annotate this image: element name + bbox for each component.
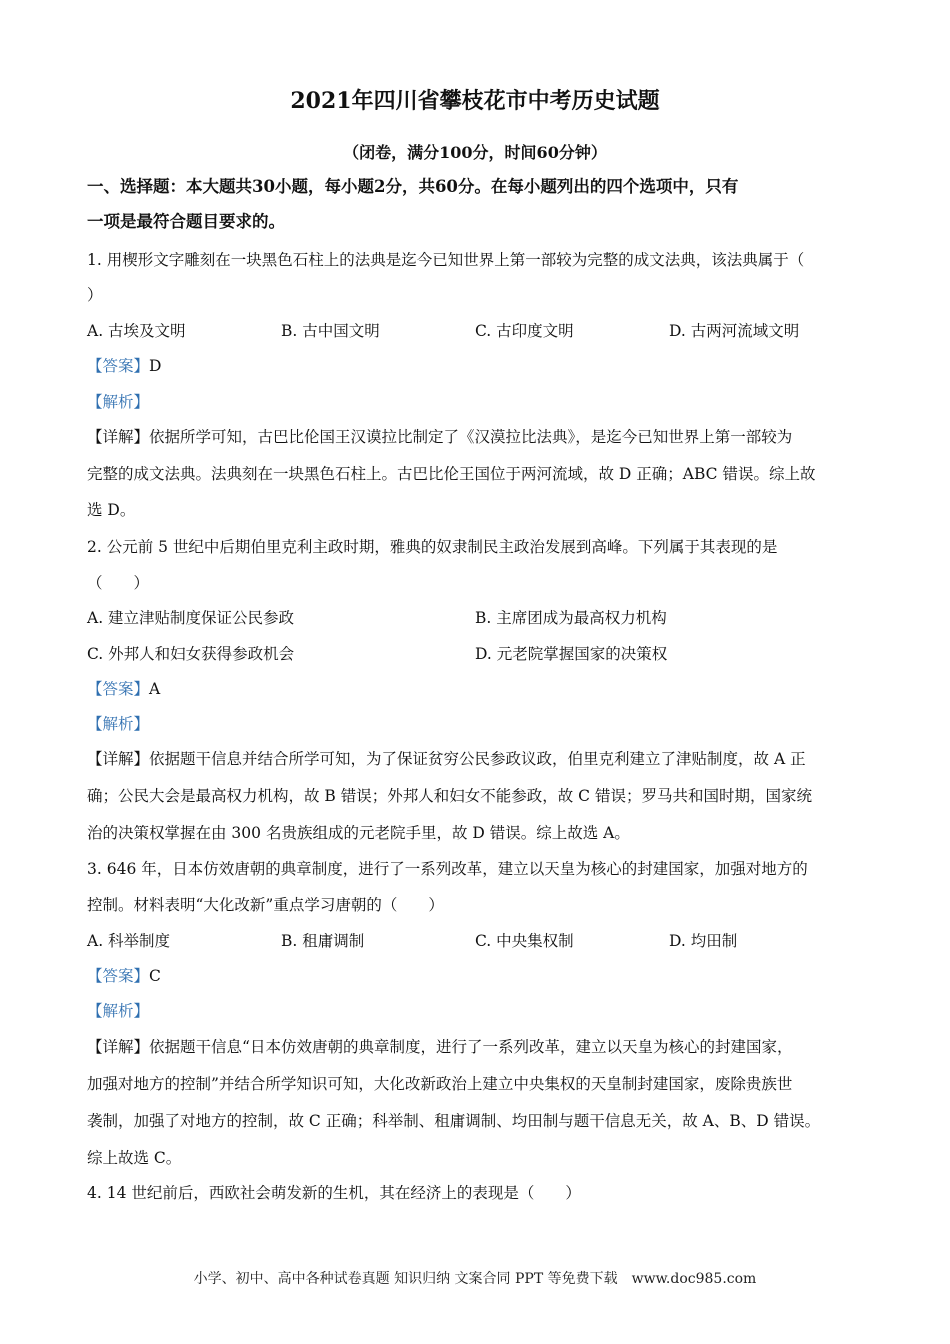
analysis-tag: 【解析】 <box>87 715 150 733</box>
q1-stem-line-1: 1. 用楔形文字雕刻在一块黑色石柱上的法典是迄今已知世界上第一部较为完整的成文法典，该法典属于（ <box>87 251 805 269</box>
detail-tag: 【详解】 <box>87 750 150 768</box>
answer-tag: 【答案】 <box>87 680 150 698</box>
q2-detail-line-3: 治的决策权掌握在由 300 名贵族组成的元老院手里，故 D 错误。综上故选 A。 <box>87 824 630 842</box>
q1-option-a: A. 古埃及文明 <box>87 322 186 340</box>
q3-option-c: C. 中央集权制 <box>475 932 574 950</box>
q2-detail-line-2: 确；公民大会是最高权力机构，故 B 错误；外邦人和妇女不能参政，故 C 错误；罗马共和国时期，国家统 <box>87 787 812 805</box>
exam-info: （闭卷，满分100分，时间60分钟） <box>343 143 607 162</box>
q2-option-d: D. 元老院掌握国家的决策权 <box>475 645 668 663</box>
answer-tag: 【答案】 <box>87 967 150 985</box>
section-heading-line-2: 一项是最符合题目要求的。 <box>87 212 285 231</box>
q1-detail-line-2: 完整的成文法典。法典刻在一块黑色石柱上。古巴比伦王国位于两河流域，故 D 正确；ABC 错误。综上故 <box>87 465 816 483</box>
q2-option-c: C. 外邦人和妇女获得参政机会 <box>87 645 295 663</box>
q1-option-d: D. 古两河流域文明 <box>669 322 800 340</box>
q3-answer <box>87 966 877 986</box>
q1-option-b: B. 古中国文明 <box>281 322 380 340</box>
q2-stem-line-2: （ ） <box>87 574 150 592</box>
q3-option-b: B. 租庸调制 <box>281 932 365 950</box>
detail-text: 依据题干信息并结合所学可知，为了保证贫穷公民参政议政，伯里克利建立了津贴制度，故 A 正 <box>149 750 806 768</box>
answer-value: C <box>149 967 161 985</box>
detail-tag: 【详解】 <box>87 1038 150 1056</box>
q3-detail-line-4: 综上故选 C。 <box>87 1149 182 1167</box>
answer-value: A <box>149 680 161 698</box>
analysis-tag: 【解析】 <box>87 393 150 411</box>
q4-stem-line-1: 4. 14 世纪前后，西欧社会萌发新的生机，其在经济上的表现是（ ） <box>87 1184 581 1202</box>
q1-option-c: C. 古印度文明 <box>475 322 574 340</box>
q3-detail-line-2: 加强对地方的控制”并结合所学知识可知，大化改新政治上建立中央集权的天皇制封建国家，废除贵族世 <box>87 1075 793 1093</box>
q2-option-b: B. 主席团成为最高权力机构 <box>475 609 667 627</box>
q2-answer <box>87 679 877 699</box>
answer-tag: 【答案】 <box>87 357 150 375</box>
q3-stem-line-1: 3. 646 年，日本仿效唐朝的典章制度，进行了一系列改革，建立以天皇为核心的封建国家，加强对地方的 <box>87 860 808 878</box>
q1-stem-line-2: ） <box>87 286 103 304</box>
page-title: 2021年四川省攀枝花市中考历史试题 <box>290 88 660 114</box>
answer-value: D <box>149 357 162 375</box>
detail-tag: 【详解】 <box>87 428 150 446</box>
q2-analysis <box>87 714 877 734</box>
detail-text: 依据题干信息“日本仿效唐朝的典章制度，进行了一系列改革，建立以天皇为核心的封建国家， <box>149 1038 793 1056</box>
q2-detail-line-1 <box>87 749 877 769</box>
q3-detail-line-3: 袭制，加强了对地方的控制，故 C 正确；科举制、租庸调制、均田制与题干信息无关，故 A、B、D 错误。 <box>87 1112 821 1130</box>
q3-stem-line-2: 控制。材料表明“大化改新”重点学习唐朝的（ ） <box>87 896 444 914</box>
detail-text: 依据所学可知，古巴比伦国王汉谟拉比制定了《汉漠拉比法典》，是迄今已知世界上第一部较为 <box>149 428 793 446</box>
page-footer: 小学、初中、高中各种试卷真题 知识归纳 文案合同 PPT 等免费下载 www.doc985.com <box>193 1271 757 1287</box>
q3-option-d: D. 均田制 <box>669 932 738 950</box>
q2-option-a: A. 建立津贴制度保证公民参政 <box>87 609 295 627</box>
q1-analysis <box>87 392 877 412</box>
q1-detail-line-1 <box>87 427 877 447</box>
q3-detail-line-1 <box>87 1037 877 1057</box>
q1-answer <box>87 356 877 376</box>
q1-detail-line-3: 选 D。 <box>87 501 136 519</box>
q2-stem-line-1: 2. 公元前 5 世纪中后期伯里克利主政时期，雅典的奴隶制民主政治发展到高峰。下列属于其表现的是 <box>87 538 778 556</box>
q3-analysis <box>87 1001 877 1021</box>
analysis-tag: 【解析】 <box>87 1002 150 1020</box>
q3-option-a: A. 科举制度 <box>87 932 171 950</box>
section-heading-line-1: 一、选择题：本大题共30小题，每小题2分，共60分。在每小题列出的四个选项中，只有 <box>87 177 739 196</box>
